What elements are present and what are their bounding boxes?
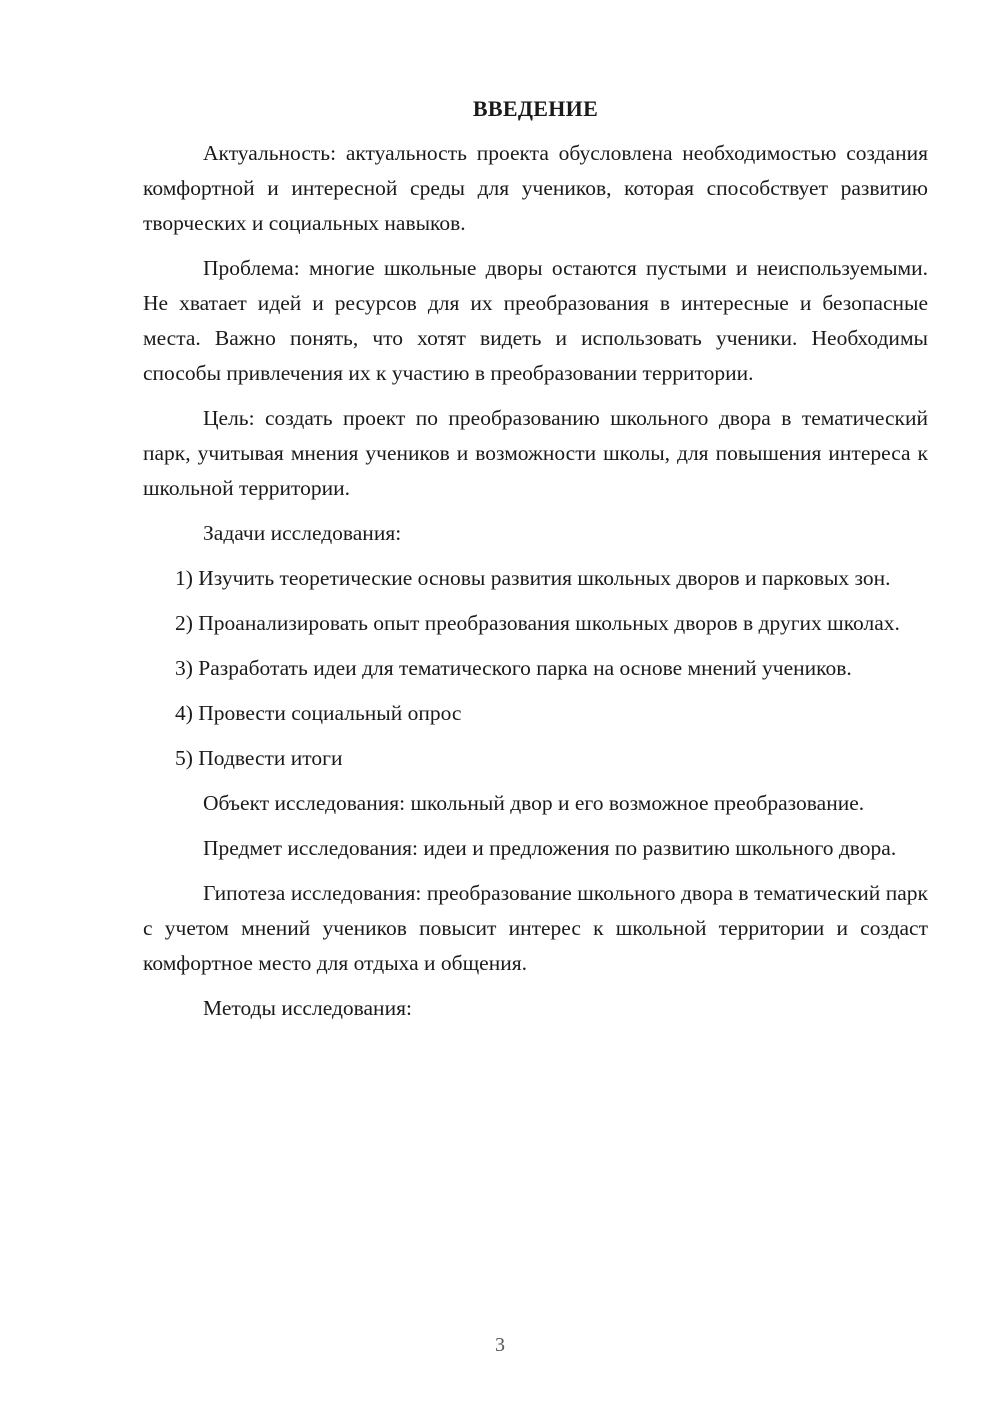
task-item-1: 1) Изучить теоретические основы развития школьных дворов и парковых зон. <box>175 566 891 590</box>
document-page <box>143 94 928 1036</box>
paragraph-goal: Цель: создать проект по преобразованию школьного двора в тематический парк, учитывая мнения учеников и возможности школы, для повышения интереса к школьной территории. <box>143 406 928 500</box>
paragraph-object: Объект исследования: школьный двор и его возможное преобразование. <box>203 791 865 815</box>
section-heading: ВВЕДЕНИЕ <box>472 96 599 121</box>
paragraph-hypothesis: Гипотеза исследования: преобразование школьного двора в тематический парк с учетом мнений учеников повысит интерес к школьной территории и создаст комфортное место для отдыха и общения. <box>143 881 928 975</box>
paragraph-problem: Проблема: многие школьные дворы остаются пустыми и неиспользуемыми. Не хватает идей и ресурсов для их преобразования в интересные и безопасные места. Важно понять, что хотят видеть и использовать ученики. Необходимы способы привлечения их к участию в преобразовании территории. <box>143 256 928 385</box>
task-item-4: 4) Провести социальный опрос <box>175 701 462 725</box>
task-item-2: 2) Проанализировать опыт преобразования школьных дворов в других школах. <box>175 611 900 635</box>
paragraph-subject: Предмет исследования: идеи и предложения по развитию школьного двора. <box>203 836 897 860</box>
paragraph-methods: Методы исследования: <box>203 996 412 1020</box>
task-item-5: 5) Подвести итоги <box>175 746 343 770</box>
task-item-3: 3) Разработать идеи для тематического парка на основе мнений учеников. <box>175 656 852 680</box>
paragraph-tasks-heading: Задачи исследования: <box>203 521 402 545</box>
paragraph-relevance: Актуальность: актуальность проекта обусловлена необходимостью создания комфортной и интересной среды для учеников, которая способствует развитию творческих и социальных навыков. <box>143 141 928 235</box>
page-number: 3 <box>495 1334 505 1356</box>
